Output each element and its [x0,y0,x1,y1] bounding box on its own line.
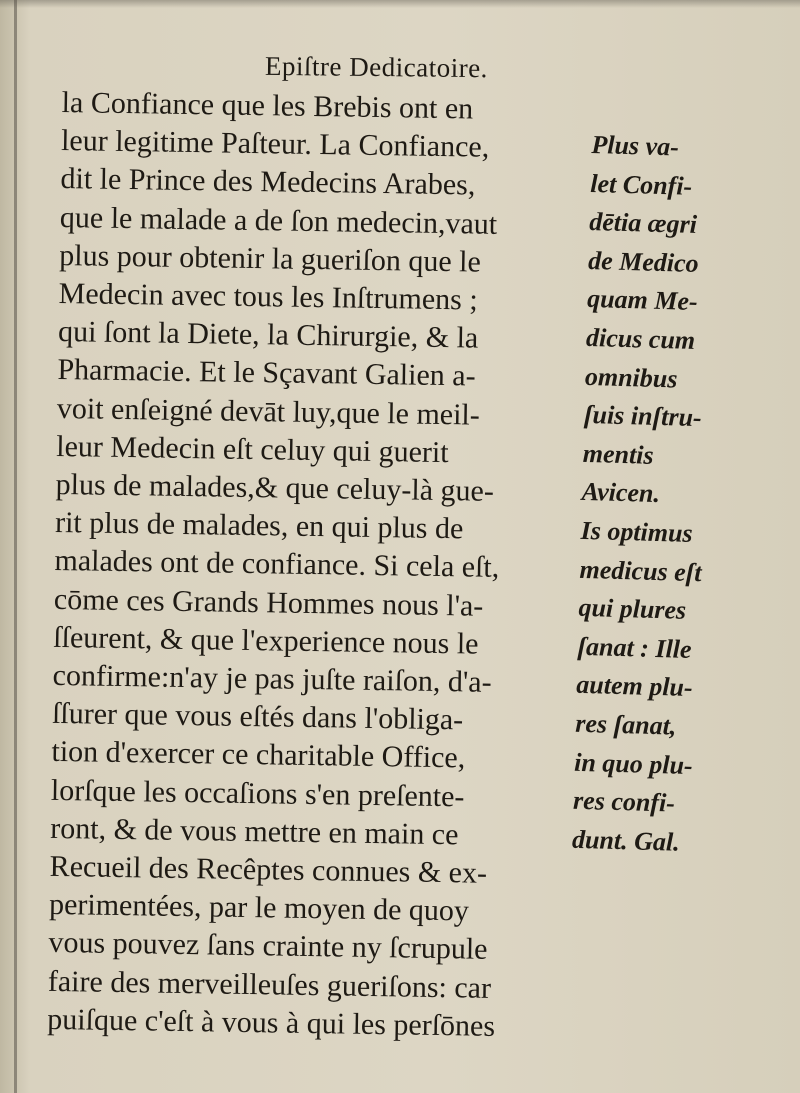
margin-note-column [572,126,797,865]
margin-note-line: omnibus [584,361,678,394]
margin-note-line: quam Me- [586,284,699,317]
text-line: que le malade a de ſon medecin,vaut [59,200,498,241]
margin-note-line: res confi- [572,785,676,818]
text-line: ſſurer que vous eſtés dans l'obliga- [51,697,464,737]
margin-note-line: in quo plu- [573,747,694,780]
margin-note-line: Plus va- [591,129,680,162]
text-line: Recueil des Recêptes connues & ex- [49,849,488,890]
margin-note-line: autem plu- [575,670,694,703]
text-line: Pharmacie. Et le Sçavant Galien a- [57,353,476,393]
text-line: Medecin avec tous les Inſtrumens ; [58,276,478,317]
text-line: ſſeurent, & que l'experience nous le [53,620,479,661]
text-line: leur legitime Paſteur. La Confiance, [60,124,490,164]
text-line: vous pouvez ſans crainte ny ſcrupule [48,926,488,967]
text-line: la Confiance que les Brebis ont en [61,85,474,126]
text-line: puiſque c'eſt à vous à qui les perſōnes [47,1002,496,1043]
text-line: voit enſeigné devāt luy,que le meil- [56,391,481,432]
text-line: cōme ces Grands Hommes nous l'a- [53,582,484,623]
text-line: plus pour obtenir la gueriſon que le [59,238,482,279]
text-line: confirme:n'ay je pas juſte raiſon, d'a- [52,658,492,699]
page-top-edge [0,0,800,8]
text-line: leur Medecin eſt celuy qui guerit [56,429,449,469]
margin-note-line: ſuis inſtru- [583,400,703,433]
margin-note-line: let Confi- [590,168,693,201]
main-text-column [47,84,622,1048]
running-header: Epiſtre Dedicatoire. [264,50,489,84]
text-line: faire des merveilleuſes gueriſons: car [47,964,492,1005]
margin-note-line: dētia ægri [588,207,698,240]
text-line: dit le Prince des Medecins Arabes, [60,162,476,202]
margin-note-line: medicus eſt [579,554,703,587]
text-line: tion d'exercer ce charitable Office, [51,735,466,775]
text-line: perimentées, par le moyen de quoy [48,888,470,928]
margin-note-line: Is optimus [580,515,694,548]
margin-note-line: ſanat : Ille [577,631,692,664]
text-line: lorſque les occaſions s'en preſente- [50,773,465,814]
text-line: qui ſont la Diete, la Chirurgie, & la [57,315,479,355]
text-line: rit plus de malades, en qui plus de [54,506,464,546]
text-line: plus de malades,& que celuy-là gue- [55,467,495,508]
margin-note-line: qui plures [578,592,687,625]
margin-note-line: dicus cum [585,322,696,355]
margin-note-line: Avicen. [581,477,661,509]
margin-note-line: mentis [582,438,655,470]
margin-note-line: dunt. Gal. [571,824,681,857]
text-line: ront, & de vous mettre en main ce [50,811,459,852]
text-line: malades ont de confiance. Si cela eſt, [54,544,500,585]
margin-note-line: res ſanat, [574,708,677,741]
margin-note-line: de Medico [587,245,700,278]
binding-gutter [14,0,17,1093]
